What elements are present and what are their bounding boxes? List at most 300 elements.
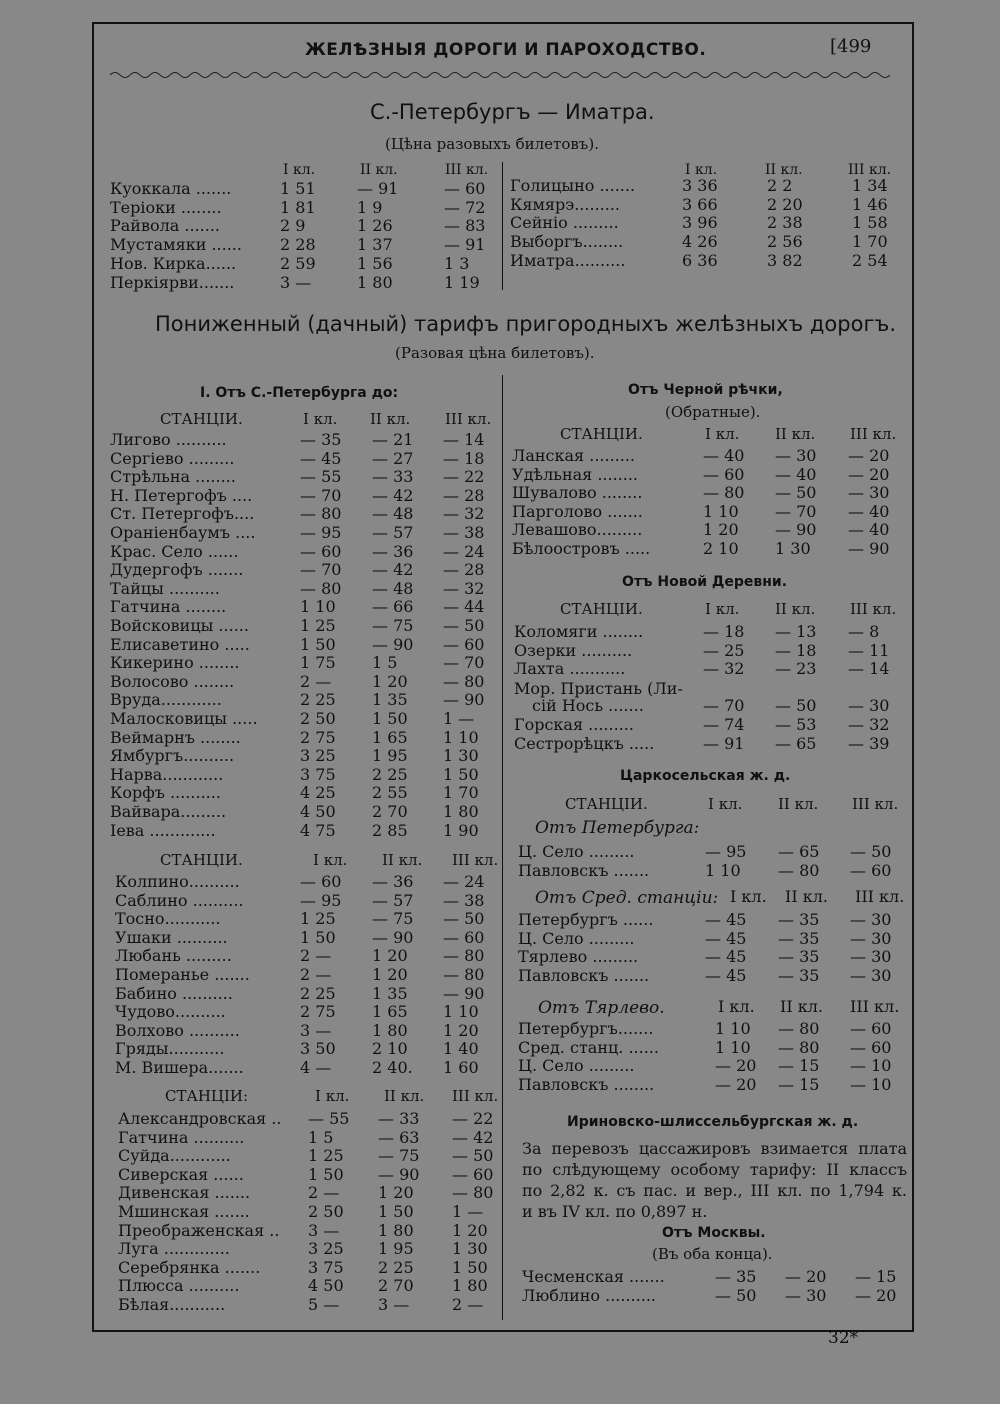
dacha-title: Пониженный (дачный) тарифъ пригородныхъ желѣзныхъ дорогъ. [155,312,896,336]
left-group2-station-name: Померанье ....... [115,965,250,984]
moscow-fare-class-2: — 30 [785,1285,827,1305]
left-section-title: I. Отъ С.-Петербурга до: [200,385,399,401]
left-group1-fare-class-1: 2 25 [300,690,336,710]
left-group3-col-header: III кл. [452,1087,499,1105]
irinov-line-1: За перевозъ цассажировъ взимается плата [522,1139,907,1158]
left-group1-fare-class-2: — 42 [372,560,414,580]
left-group2-fare-class-3: — 80 [443,946,485,966]
left-group2-fare-class-3: — 38 [443,890,485,910]
left-group1-fare-class-1: 4 25 [300,783,336,803]
from-spb-label: Отъ Петербурга: [535,818,700,838]
chernaya-fare-class-1: 1 20 [703,520,739,540]
left-group1-fare-class-2: 1 20 [372,671,408,691]
tsarsk-spb-station-name: Ц. Село ......... [518,842,635,861]
moscow-title: Отъ Москвы. [662,1225,766,1241]
left-group2-station-name: Тосно........... [115,909,221,929]
left-group3-fare-class-3: 1 80 [452,1276,488,1296]
imatra-left-fare-class-2: 1 26 [357,216,393,236]
chernaya-fare-class-1: — 80 [703,483,745,503]
left-group1-fare-class-1: — 35 [300,430,342,449]
left-group1-fare-class-1: 4 50 [300,802,336,821]
left-group1-station-name: Корфъ .......... [110,783,221,803]
novaya-station-name: Горская ......... [514,715,634,734]
moscow-fare-class-1: — 35 [715,1267,757,1286]
imatra-right-col-header: II кл. [765,162,803,178]
left-group1-fare-class-2: — 48 [372,578,414,598]
left-group2-fare-class-3: — 90 [443,983,485,1003]
tsarsk-tyar-fare-class-3: — 60 [850,1037,892,1057]
left-group3-station-name: Серебрянка ....... [118,1257,261,1277]
left-group1-fare-class-1: 1 50 [300,634,336,654]
novaya-fare-class-2: — 13 [775,622,817,641]
tsarsk-tyar-fare-class-1: — 20 [715,1074,757,1094]
left-group3-station-name: Дивенская ....... [118,1183,251,1203]
imatra-left-station-name: Куоккала ....... [110,179,232,198]
tsarsk-col-header: I кл. [708,795,743,813]
left-group1-fare-class-3: — 14 [443,430,485,449]
signature-mark: 32* [828,1328,859,1348]
tsarsk-sred-fare-class-2: — 35 [778,928,820,948]
tsarsk-sred-station-name: Ц. Село ......... [518,928,635,948]
left-group1-col-header: I кл. [303,410,338,428]
left-group2-station-name: Ушаки .......... [115,927,228,947]
chernaya-subtitle: (Обратные). [665,403,761,421]
left-group3-station-name: Сиверская ...... [118,1164,244,1184]
imatra-left-station-name: Мустамяки ...... [110,235,242,255]
tsarsk-sred-fare-class-3: — 30 [850,928,892,948]
left-group1-station-name: Волосово ........ [110,671,235,691]
left-group1-fare-class-3: 1 10 [443,727,479,747]
left-group2-station-name: Гряды........... [115,1039,225,1059]
imatra-right-station-name: Сейніо ......... [510,213,619,233]
irinov-line-4: и въ IV кл. по 0,897 н. [522,1202,708,1221]
imatra-right-fare-class-1: 3 66 [682,194,718,214]
page-number: [499 [830,36,872,57]
left-group3-fare-class-1: 1 5 [308,1127,334,1147]
left-group2-fare-class-1: — 60 [300,872,342,891]
left-group1-fare-class-3: 1 90 [443,820,479,840]
tsarsk-sred-fare-class-2: — 35 [778,947,820,967]
left-group1-fare-class-3: 1 — [443,709,475,728]
left-group1-fare-class-2: 1 35 [372,690,408,710]
left-group1-station-name: Елисаветино ..... [110,634,250,654]
chernaya-fare-class-3: — 20 [848,464,890,484]
moscow-station-name: Люблино .......... [522,1285,656,1305]
left-group1-fare-class-2: 2 85 [372,820,408,840]
left-group3-col-header: II кл. [384,1087,425,1105]
imatra-left-col-header: II кл. [360,162,398,178]
left-group1-fare-class-3: — 22 [443,467,485,487]
left-group3-fare-class-2: 1 20 [378,1183,414,1203]
left-group3-fare-class-1: 1 50 [308,1164,344,1184]
left-group1-fare-class-3: — 44 [443,597,485,617]
imatra-left-station-name: Нов. Кирка...... [110,253,237,273]
imatra-left-station-name: Перкіярви....... [110,272,235,292]
chernaya-fare-class-3: — 40 [848,520,890,540]
novaya-fare-class-2: — 18 [775,640,817,660]
imatra-left-station-name: Теріоки ........ [110,197,222,217]
left-group1-fare-class-2: 2 55 [372,783,408,803]
left-group1-fare-class-1: 1 25 [300,616,336,635]
left-group3-fare-class-1: 1 25 [308,1146,344,1166]
tsarsk-tyar-fare-class-2: — 15 [778,1074,820,1094]
left-group3-col-header: СТАНЦІИ: [165,1087,249,1105]
left-group1-fare-class-1: — 95 [300,523,342,542]
irinov-text [522,1138,907,1222]
novaya-fare-class-1: — 91 [703,733,745,753]
tsarsk-spb-fare-class-2: — 65 [778,842,820,861]
tsarsk-col-header: II кл. [778,795,819,813]
imatra-title: С.-Петербургъ — Иматра. [370,100,655,124]
tsarsk-sred-col-header: II кл. [785,887,828,906]
imatra-left-fare-class-2: 1 9 [357,197,383,217]
column-divider [502,375,503,1320]
tsarsk-title: Царкосельская ж. д. [620,768,791,784]
left-group3-fare-class-1: 3 25 [308,1239,344,1259]
chernaya-station-name: Удѣльная ........ [512,464,639,484]
imatra-left-fare-class-2: 1 56 [357,253,393,273]
left-group2-fare-class-2: 1 20 [372,946,408,966]
irinov-line-2: по слѣдующему особому тарифу: II классъ [522,1160,907,1179]
chernaya-fare-class-1: — 40 [703,446,745,465]
left-group2-fare-class-3: — 80 [443,965,485,984]
tsarsk-col-header: III кл. [852,795,899,813]
moscow-fare-class-3: — 20 [855,1285,897,1305]
left-group1-fare-class-1: — 80 [300,578,342,598]
imatra-left-col-header: III кл. [445,162,489,178]
imatra-right-fare-class-3: 2 54 [852,250,888,270]
tsarsk-sred-fare-class-3: — 30 [850,965,892,985]
novaya-title: Отъ Новой Деревни. [622,574,788,590]
imatra-right-fare-class-1: 3 96 [682,213,718,233]
left-group3-station-name: Преображенская .. [118,1220,280,1240]
left-group1-station-name: Лигово .......... [110,430,227,449]
left-group1-fare-class-3: — 80 [443,671,485,691]
left-group2-col-header: III кл. [452,851,499,869]
left-group3-fare-class-3: 2 — [452,1295,484,1314]
left-group3-fare-class-2: — 75 [378,1146,420,1166]
tsarsk-sred-fare-class-1: — 45 [705,947,747,967]
from-tyar-label: Отъ Тярлево. [538,998,665,1018]
tsarsk-tyar-fare-class-1: 1 10 [715,1037,751,1057]
left-group2-station-name: Волхово .......... [115,1020,240,1040]
left-group1-station-name: Іева ............. [110,820,216,840]
chernaya-col-header: II кл. [775,425,816,443]
left-group1-station-name: Веймарнъ ........ [110,727,241,747]
left-group1-fare-class-1: 4 75 [300,820,336,840]
left-group3-fare-class-3: — 42 [452,1127,494,1147]
left-group1-fare-class-3: 1 70 [443,783,479,803]
chernaya-fare-class-1: 1 10 [703,501,739,521]
left-group2-fare-class-3: 1 20 [443,1020,479,1040]
imatra-left-fare-class-2: — 91 [357,179,399,198]
imatra-left-fare-class-2: 1 37 [357,235,393,255]
left-group1-station-name: Крас. Село ...... [110,541,239,561]
chernaya-col-header: СТАНЦІИ. [560,425,643,443]
tsarsk-tyar-station-name: Сред. станц. ...... [518,1037,659,1057]
novaya-fare-class-1: — 32 [703,659,745,679]
novaya-station-name: Сестрорѣцкъ ..... [514,733,655,753]
novaya-station-name: Коломяги ........ [514,622,644,641]
imatra-right-fare-class-2: 2 20 [767,194,803,214]
novaya-pristan-fare-class-1: — 70 [703,696,745,715]
tsarsk-sred-fare-class-3: — 30 [850,947,892,967]
left-group1-fare-class-2: — 36 [372,541,414,561]
chernaya-fare-class-2: — 90 [775,520,817,540]
novaya-fare-class-1: — 18 [703,622,745,641]
left-group1-fare-class-1: — 60 [300,541,342,561]
chernaya-fare-class-3: — 20 [848,446,890,465]
imatra-left-station-name: Райвола ....... [110,216,220,236]
left-group2-fare-class-1: 3 50 [300,1039,336,1059]
left-group3-station-name: Плюсса .......... [118,1276,240,1296]
left-group1-fare-class-3: 1 30 [443,746,479,766]
left-group1-fare-class-1: — 45 [300,448,342,468]
chernaya-col-header: III кл. [850,425,897,443]
tsarsk-spb-fare-class-3: — 50 [850,842,892,861]
left-group3-fare-class-2: 2 70 [378,1276,414,1296]
tsarsk-tyar-fare-class-3: — 10 [850,1056,892,1076]
left-group1-fare-class-1: 2 50 [300,709,336,728]
left-group1-fare-class-1: 2 — [300,671,332,691]
chernaya-station-name: Бѣлоостровъ ..... [512,539,651,558]
novaya-fare-class-3: — 39 [848,733,890,753]
left-group2-fare-class-3: — 50 [443,909,485,929]
left-group1-fare-class-2: — 42 [372,485,414,505]
left-group1-fare-class-3: — 60 [443,634,485,654]
left-group3-station-name: Бѣлая........... [118,1295,226,1314]
chernaya-fare-class-1: — 60 [703,464,745,484]
left-group3-fare-class-2: 1 95 [378,1239,414,1259]
left-group2-fare-class-2: — 75 [372,909,414,929]
tsarsk-sred-station-name: Павловскъ ....... [518,965,650,985]
left-group3-fare-class-2: 1 80 [378,1220,414,1240]
novaya-pristan-fare-class-2: — 50 [775,696,817,715]
tsarsk-sred-fare-class-2: — 35 [778,910,820,929]
left-group2-fare-class-2: 1 20 [372,965,408,984]
imatra-left-fare-class-3: 1 3 [444,253,470,273]
irinov-line-3: по 2,82 к. съ пас. и вер., III кл. по 1,794 к. [522,1181,907,1200]
moscow-fare-class-1: — 50 [715,1285,757,1305]
imatra-right-fare-class-2: 2 38 [767,213,803,233]
left-group3-fare-class-2: 2 25 [378,1257,414,1277]
left-group1-fare-class-1: 1 10 [300,597,336,617]
chernaya-station-name: Парголово ....... [512,501,643,521]
left-group1-fare-class-2: 2 70 [372,802,408,821]
left-group1-fare-class-2: 2 25 [372,764,408,784]
left-group3-fare-class-1: 4 50 [308,1276,344,1296]
imatra-left-fare-class-1: 2 28 [280,235,316,255]
left-group2-station-name: Любань ......... [115,946,232,966]
imatra-left-fare-class-1: 3 — [280,272,312,292]
imatra-right-fare-class-1: 6 36 [682,250,718,270]
left-group1-station-name: Стрѣльна ........ [110,467,236,487]
left-group1-station-name: Сергіево ......... [110,448,235,468]
novaya-col-header: I кл. [705,600,740,618]
tsarsk-spb-station-name: Павловскъ ....... [518,860,650,880]
left-group3-fare-class-3: — 22 [452,1109,494,1128]
imatra-left-fare-class-1: 1 51 [280,179,316,198]
from-sred-label: Отъ Сред. станціи: [535,888,719,908]
left-group2-fare-class-3: — 60 [443,927,485,947]
left-group1-station-name: Кикерино ........ [110,653,240,673]
left-group2-fare-class-2: — 90 [372,927,414,947]
left-group2-fare-class-2: 1 80 [372,1020,408,1040]
left-group1-fare-class-3: — 28 [443,485,485,505]
left-group1-fare-class-1: — 70 [300,560,342,580]
left-group1-fare-class-1: — 70 [300,485,342,505]
left-group1-station-name: Ямбургъ.......... [110,746,235,766]
imatra-left-fare-class-3: — 91 [444,235,486,255]
left-group3-fare-class-3: — 50 [452,1146,494,1166]
left-group1-fare-class-2: — 66 [372,597,414,617]
left-group2-fare-class-2: — 57 [372,890,414,910]
novaya-fare-class-3: — 14 [848,659,890,679]
tsarsk-tyar-fare-class-1: 1 10 [715,1019,751,1038]
tsarsk-tyar-col-header: I кл. [718,997,755,1016]
chernaya-col-header: I кл. [705,425,740,443]
left-group2-col-header: II кл. [382,851,423,869]
chernaya-title: Отъ Черной рѣчки, [628,382,783,398]
novaya-station-name: Лахта ........... [514,659,626,679]
left-group2-station-name: М. Вишера....... [115,1058,244,1077]
left-group1-station-name: Нарва............ [110,764,224,784]
left-group3-station-name: Мшинская ....... [118,1202,250,1221]
imatra-right-station-name: Выборгъ........ [510,232,624,252]
imatra-right-fare-class-2: 2 56 [767,232,803,252]
running-header-title: ЖЕЛѢЗНЫЯ ДОРОГИ И ПАРОХОДСТВО. [305,40,707,60]
left-group3-station-name: Луга ............. [118,1239,230,1259]
tsarsk-sred-col-header: III кл. [855,887,905,906]
left-group3-fare-class-3: — 60 [452,1164,494,1184]
left-group1-fare-class-1: 2 75 [300,727,336,747]
left-group1-fare-class-1: 3 25 [300,746,336,766]
tsarsk-tyar-station-name: Петербургъ....... [518,1019,654,1038]
novaya-col-header: II кл. [775,600,816,618]
novaya-fare-class-2: — 53 [775,715,817,734]
left-group3-station-name: Александровская .. [118,1109,282,1128]
tsarsk-sred-station-name: Петербургъ ...... [518,910,654,929]
chernaya-station-name: Ланская ......... [512,446,636,465]
left-group2-fare-class-1: 2 — [300,946,332,966]
left-group3-fare-class-1: 3 75 [308,1257,344,1277]
irinov-title: Ириновско-шлиссельбургская ж. д. [567,1114,859,1130]
left-group1-station-name: Ораніенбаумъ .... [110,523,256,542]
tsarsk-spb-fare-class-2: — 80 [778,860,820,880]
imatra-left-fare-class-1: 1 81 [280,197,316,217]
tsarsk-tyar-fare-class-2: — 80 [778,1037,820,1057]
moscow-fare-class-3: — 15 [855,1267,897,1286]
imatra-left-fare-class-1: 2 9 [280,216,306,236]
imatra-right-station-name: Голицыно ....... [510,176,636,195]
novaya-fare-class-1: — 74 [703,715,745,734]
left-group2-col-header: СТАНЦІИ. [160,851,243,869]
left-group2-fare-class-3: — 24 [443,872,485,891]
tsarsk-sred-fare-class-1: — 45 [705,928,747,948]
left-group2-fare-class-3: 1 40 [443,1039,479,1059]
novaya-pristan-station-name: сій Нось ....... [532,696,644,715]
tsarsk-spb-fare-class-1: 1 10 [705,860,741,880]
left-group3-fare-class-3: — 80 [452,1183,494,1203]
chernaya-station-name: Левашово......... [512,520,643,540]
novaya-pristan-name: Мор. Пристань (Ли- [514,679,683,698]
left-group1-fare-class-3: — 90 [443,690,485,710]
left-group1-fare-class-3: — 32 [443,504,485,524]
left-group1-station-name: Гатчина ........ [110,597,227,617]
left-group2-fare-class-2: 1 65 [372,1002,408,1022]
left-group2-fare-class-1: 2 75 [300,1002,336,1022]
left-group1-fare-class-3: — 18 [443,448,485,468]
imatra-right-fare-class-2: 3 82 [767,250,803,270]
left-group2-station-name: Саблино .......... [115,890,244,910]
imatra-right-fare-class-3: 1 34 [852,176,888,195]
left-group1-fare-class-2: — 48 [372,504,414,524]
left-group3-fare-class-1: 5 — [308,1295,340,1314]
imatra-right-col-header: I кл. [685,162,718,178]
imatra-right-fare-class-1: 4 26 [682,232,718,252]
left-group1-fare-class-2: 1 65 [372,727,408,747]
left-group2-fare-class-1: 4 — [300,1058,332,1077]
left-group1-fare-class-3: 1 50 [443,764,479,784]
tsarsk-tyar-fare-class-1: — 20 [715,1056,757,1076]
left-group1-fare-class-3: — 70 [443,653,485,673]
imatra-left-col-header: I кл. [283,162,316,178]
chernaya-fare-class-2: — 30 [775,446,817,465]
left-group2-col-header: I кл. [313,851,348,869]
left-group1-fare-class-2: — 57 [372,523,414,542]
left-group2-station-name: Бабино .......... [115,983,233,1003]
left-group2-fare-class-3: 1 10 [443,1002,479,1022]
left-group1-station-name: Ст. Петергофъ.... [110,504,255,524]
left-group1-fare-class-2: 1 5 [372,653,398,673]
chernaya-station-name: Шувалово ........ [512,483,643,503]
left-group3-fare-class-1: 3 — [308,1220,340,1240]
tsarsk-sred-fare-class-1: — 45 [705,910,747,929]
tsarsk-tyar-fare-class-3: — 10 [850,1074,892,1094]
chernaya-fare-class-2: 1 30 [775,539,811,558]
tsarsk-tyar-fare-class-3: — 60 [850,1019,892,1038]
left-group1-fare-class-1: 3 75 [300,764,336,784]
left-group3-fare-class-2: — 63 [378,1127,420,1147]
novaya-fare-class-3: — 32 [848,715,890,734]
tsarsk-sred-station-name: Тярлево ......... [518,947,639,967]
left-group1-fare-class-3: — 38 [443,523,485,542]
tsarsk-tyar-station-name: Павловскъ ........ [518,1074,655,1094]
left-group1-station-name: Вайвара......... [110,802,227,821]
tsarsk-sred-fare-class-1: — 45 [705,965,747,985]
novaya-fare-class-3: — 8 [848,622,880,641]
left-group3-fare-class-3: 1 20 [452,1220,488,1240]
left-group1-fare-class-2: 1 50 [372,709,408,728]
left-group1-fare-class-2: — 27 [372,448,414,468]
left-group1-station-name: Дудергофъ ....... [110,560,244,580]
left-group1-station-name: Малосковицы ..... [110,709,258,728]
novaya-col-header: III кл. [850,600,897,618]
imatra-right-station-name: Кямярэ......... [510,194,620,214]
left-group3-col-header: I кл. [315,1087,350,1105]
left-group1-fare-class-2: — 21 [372,430,414,449]
left-group1-fare-class-3: — 28 [443,560,485,580]
tsarsk-tyar-col-header: II кл. [780,997,823,1016]
left-group1-fare-class-3: — 24 [443,541,485,561]
chernaya-fare-class-3: — 40 [848,501,890,521]
left-group2-fare-class-1: — 95 [300,890,342,910]
left-group1-fare-class-2: — 75 [372,616,414,635]
novaya-fare-class-1: — 25 [703,640,745,660]
chernaya-fare-class-3: — 90 [848,539,890,558]
tsarsk-tyar-station-name: Ц. Село ......... [518,1056,635,1076]
novaya-station-name: Озерки .......... [514,640,633,660]
